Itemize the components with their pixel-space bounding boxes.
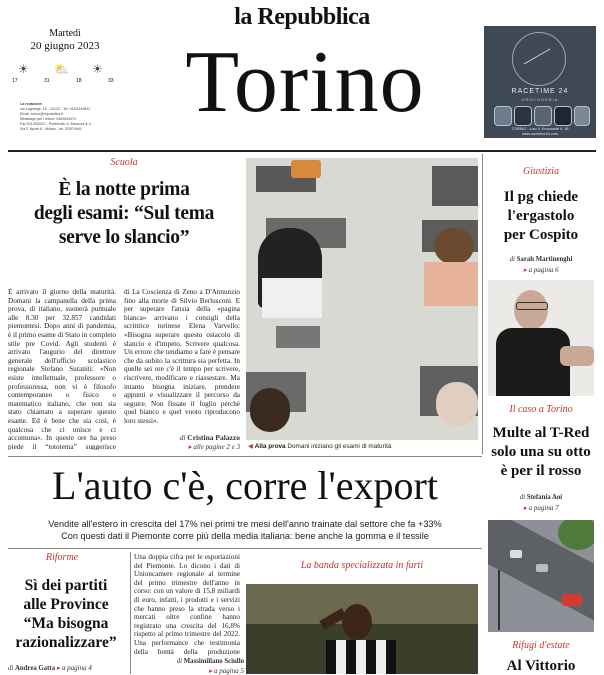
headline-line: degli esami: “Sul tema	[33, 203, 215, 224]
riforme-kicker: Riforme	[45, 552, 79, 563]
ad-brand: RACETIME 24	[511, 88, 569, 95]
arrow-icon: ▸	[188, 443, 192, 451]
headline-line: l'ergastolo	[507, 208, 575, 224]
arrow-icon: ▸	[523, 504, 527, 512]
ad-sub: OROLOGERIA	[521, 97, 559, 102]
watch-icon	[534, 106, 552, 126]
sidebar-divider	[482, 154, 483, 454]
byline-prefix: di	[179, 433, 186, 442]
page-ref-text[interactable]: a pagina 4	[61, 664, 92, 672]
byline-author: Stefania Aoi	[526, 494, 563, 501]
watch-dial	[512, 32, 566, 86]
weather-strip	[12, 58, 118, 88]
byline-prefix: di	[509, 256, 515, 263]
watch-ad[interactable]	[484, 26, 596, 138]
sidebar-page-ref[interactable]	[486, 266, 596, 274]
day-label: Martedì	[49, 28, 81, 39]
lead-body-col1: È arrivato il giorno della maturità. Domani la campanella della prima prova, di italiano, suonerà puntuale alle 8.30 per 32.857 candidati piemontesi. Dopo anni di pandemia, è il primo esame di Stato in completo stile pre Covid. Agli studenti è arrivato l'augurio del direttore generale dell'ufficio scolastico regionale Stefano Suraniti: «Non esiste intellettuale, professore o professoressa, non vi è filosofo contemporaneo o fisico o matematico italiano, che non sia stato chiamato a superare questo esame. Ed è bene che sia così, è qualcosa che ci unisce e ci accomuna». In queste ore ha preso piede il “tototema” suggerisce	[8, 288, 116, 450]
byline-author: Cristina Palazzo	[187, 433, 240, 442]
traffic-photo[interactable]	[488, 520, 594, 632]
page-ref-text: a pagina 6	[528, 266, 559, 274]
main-headline[interactable]: L'auto c'è, corre l'export	[52, 463, 438, 508]
football-photo[interactable]	[246, 584, 478, 674]
temp-max: 33	[108, 78, 114, 84]
car	[536, 564, 548, 572]
traffic-pole	[498, 570, 500, 630]
watch-icon	[514, 106, 532, 126]
column-divider	[130, 552, 131, 674]
lead-page-ref[interactable]	[124, 443, 240, 451]
page-ref-text: a pagina 5	[214, 667, 244, 675]
car	[510, 550, 522, 558]
section-rule	[8, 548, 482, 549]
headline-line: razionalizzare”	[15, 634, 117, 651]
sidebar-byline	[486, 494, 596, 501]
player-head	[342, 604, 372, 640]
sun-icon: ☀	[18, 62, 29, 76]
exam-photo[interactable]	[246, 158, 478, 440]
ad-address: TORINO - c.so V. Emanuele II, 38	[511, 127, 569, 131]
byline-author: Sarah Martinenghi	[516, 256, 573, 263]
temp-min: 18	[76, 78, 82, 84]
sidebar-headline[interactable]	[486, 188, 596, 245]
person-head	[514, 290, 548, 330]
headline-line: Multe al T-Red	[492, 425, 590, 441]
student-shirt	[262, 278, 322, 318]
export-body: Una doppia cifra per le esportazioni del Piemonte. Lo dicono i dati di Unioncamere regionale al termine del primo trimestre dell'anno in corso: con un valore di 15,8 miliardi di euro, infatti, i prodotti e i servizi che hanno preso la strada verso i mercati oltre confine hanno registrato una crescita del 16,8% rispetto al primo trimestre del 2022. Una performance che testimonia della bontà della produzione	[134, 553, 240, 656]
riforme-headline[interactable]	[8, 576, 124, 652]
chair	[291, 160, 321, 178]
caption-text: Domani iniziano gli esami di maturità	[287, 443, 392, 450]
car	[562, 594, 582, 606]
export-byline	[134, 658, 244, 665]
page-ref-text: a pagina 7	[528, 504, 559, 512]
address-line: Email: torino@repubblica.it	[20, 112, 63, 116]
headline-line: È la notte prima	[58, 179, 190, 200]
lead-headline	[8, 178, 240, 250]
byline-prefix: di	[8, 665, 14, 672]
address-line: Via F. Aporti 8 - Milano - tel. 02/574941	[20, 127, 82, 131]
chair	[276, 326, 320, 348]
glasses	[516, 302, 548, 310]
student	[250, 388, 290, 432]
byline-prefix: di	[176, 658, 183, 665]
caption-bold: Alla prova	[254, 443, 286, 450]
sidebar-kicker: Giustizia	[522, 166, 560, 177]
lead-byline	[124, 433, 240, 442]
headline-line: per Cospito	[503, 227, 579, 243]
section-rule	[8, 456, 482, 457]
page-ref-text: alle pagine 2 e 3	[193, 443, 240, 451]
brand-logo: la Repubblica	[234, 4, 370, 30]
address-line: Whatsapp per i lettori: 3463944373	[20, 117, 76, 121]
address-line: Fax 011/533227 - Pubblicità: A. Manzoni & C.	[20, 122, 93, 126]
cospito-photo[interactable]	[488, 280, 594, 396]
subhead-line: Con questi dati il Piemonte corre più della media italiana: bene anche la gomma e il tessile	[61, 531, 429, 541]
photo-caption	[248, 442, 480, 450]
temp-min: 17	[12, 78, 18, 84]
desk	[432, 166, 478, 206]
headline-line: serve lo slancio”	[58, 227, 190, 248]
byline-prefix: di	[519, 494, 526, 501]
headline-line: “Ma bisogna	[23, 615, 109, 632]
lead-kicker: Scuola	[110, 157, 138, 168]
arrow-icon: ▸	[523, 266, 527, 274]
caption-marker-icon: ◀	[248, 443, 253, 450]
student	[436, 382, 478, 426]
byline-author: Andrea Gatta	[15, 665, 56, 672]
address-line: La redazione	[20, 102, 42, 106]
subhead-line: Vendite all'estero in crescita del 17% nei primi tre mesi dell'anno trainate dal settore che fa +33%	[48, 519, 442, 529]
address-line: via Lagrange, 15 - 10123 - Tel. 011/5149811	[20, 107, 91, 111]
riforme-byline	[8, 664, 128, 672]
person-arm	[560, 346, 594, 366]
temp-max: 31	[44, 78, 50, 84]
tree	[558, 520, 594, 550]
sidebar-kicker: Il caso a Torino	[509, 404, 573, 415]
sidebar-page-ref[interactable]	[486, 504, 596, 512]
address-box	[20, 102, 130, 132]
arrow-icon: ▸	[208, 667, 213, 675]
headline-line: Sì dei partiti	[24, 577, 108, 594]
watch-icon	[574, 106, 590, 126]
masthead-rule	[8, 150, 596, 152]
watch-icon	[494, 106, 512, 126]
main-subhead	[8, 518, 482, 542]
sidebar-kicker: Rifugi d'estate	[512, 640, 570, 651]
date-label: 20 giugno 2023	[30, 40, 100, 52]
byline-author: Massimiliano Sciullo	[183, 658, 244, 665]
player-jersey	[326, 640, 396, 674]
sport-kicker: La banda specializzata in furti	[300, 560, 424, 571]
sidebar-byline	[486, 256, 596, 263]
sidebar-headline[interactable]	[486, 424, 596, 481]
headline-line: solo una su otto	[491, 444, 591, 460]
headline-line: è per il rosso	[500, 463, 582, 479]
student	[434, 228, 474, 264]
watch-icon	[554, 106, 572, 126]
sidebar-headline[interactable]: Al Vittorio	[506, 658, 576, 674]
edition-title: Torino	[185, 34, 425, 131]
headline-line: Il pg chiede	[503, 189, 579, 205]
cloud-sun-icon: ⛅	[54, 62, 69, 76]
arrow-icon: ▸	[56, 665, 61, 672]
headline-line: alle Province	[23, 596, 109, 613]
ad-url: www.racetime24.com	[521, 132, 559, 136]
sun-icon: ☀	[92, 62, 103, 76]
person-shirt	[496, 328, 570, 396]
lead-body-col2: di La Coscienza di Zeno a D'Annunzio fino alla morte di Silvio Berlusconi. E per superare l'ansia della «pagina bianca» arrivano i consigli della scrittrice torinese Elena Varvello: «Bisogna superare questo ostacolo di slancio e d'impeto. Scrivere qualcosa. Un errore che tendiamo a fare è pensare che da subito la scrittura sia perfetta. In quelle sei ore c'è il tempo per scrivere, riscrivere, modificare e riassestare. Ma intanto bisogna iniziare, prendere appunti e visualizzare il percorso da seguire. Non fissate il foglio perché quel bianco e quel vuoto riproducono loro stessi».	[124, 288, 240, 425]
student-shirt	[424, 262, 478, 306]
